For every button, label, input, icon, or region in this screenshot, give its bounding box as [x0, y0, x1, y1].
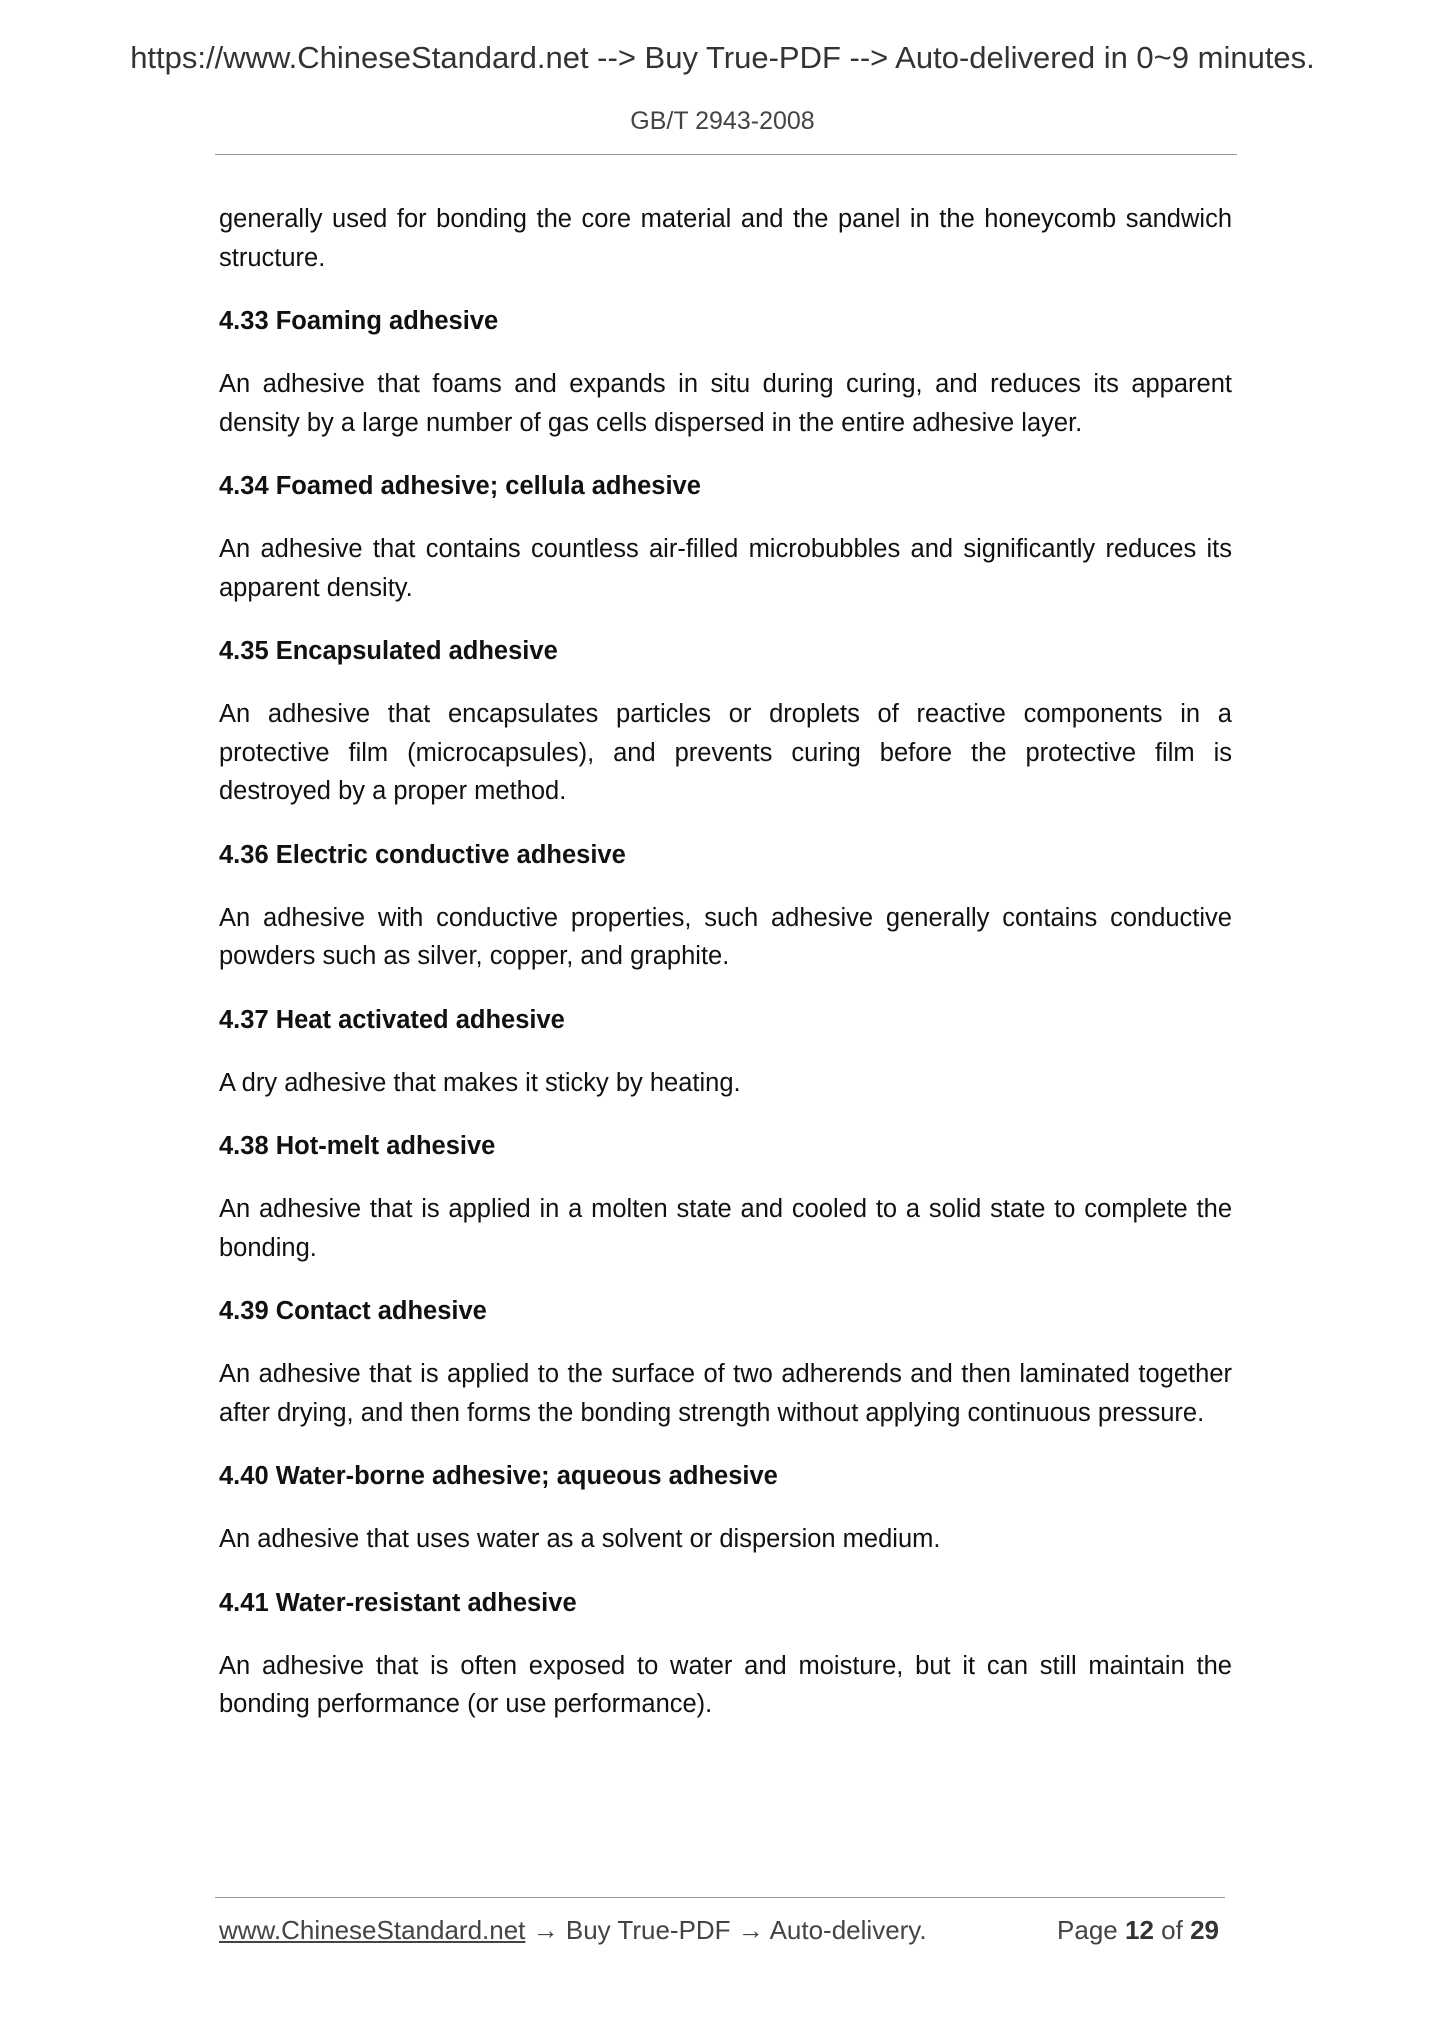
footer-tagline: → Buy True-PDF → Auto-delivery. [525, 1915, 927, 1945]
intro-paragraph: generally used for bonding the core material and the panel in the honeycomb sandwich structure. [219, 205, 1232, 272]
section-text-4-38: An adhesive that is applied in a molten state and cooled to a solid state to complete the bonding. [219, 1195, 1232, 1262]
section-text-4-41: An adhesive that is often exposed to water and moisture, but it can still maintain the bonding performance (or use performance). [219, 1651, 1232, 1718]
section-text-4-39: An adhesive that is applied to the surface of two adherends and then laminated together after drying, and then forms the bonding strength without applying continuous pressure. [219, 1360, 1232, 1427]
section-text-4-35: An adhesive that encapsulates particles or droplets of reactive components in a protective film (microcapsules), and prevents curing before the protective film is destroyed by a proper method. [219, 700, 1232, 805]
section-heading-4-34: 4.34 Foamed adhesive; cellula adhesive [219, 472, 701, 500]
page-label: Page [1057, 1915, 1118, 1945]
section-text-4-40: An adhesive that uses water as a solvent or dispersion medium. [219, 1525, 941, 1553]
section-heading-4-39: 4.39 Contact adhesive [219, 1297, 487, 1325]
top-banner: https://www.ChineseStandard.net --> Buy True-PDF --> Auto-delivered in 0~9 minutes. [130, 40, 1315, 75]
section-heading-4-40: 4.40 Water-borne adhesive; aqueous adhesive [219, 1462, 778, 1490]
page-of-label: of [1161, 1915, 1183, 1945]
section-text-4-36: An adhesive with conductive properties, such adhesive generally contains conductive powders such as silver, copper, and graphite. [219, 903, 1232, 970]
page-total: 29 [1190, 1915, 1219, 1945]
header-divider [215, 154, 1237, 155]
page-content [219, 200, 1232, 1724]
footer-site-link[interactable]: www.ChineseStandard.net [219, 1915, 526, 1945]
page-current: 12 [1125, 1915, 1154, 1945]
section-heading-4-36: 4.36 Electric conductive adhesive [219, 840, 626, 869]
footer-divider [215, 1897, 1225, 1898]
section-heading-4-38: 4.38 Hot-melt adhesive [219, 1132, 496, 1160]
section-text-4-34: An adhesive that contains countless air-filled microbubbles and significantly reduces its apparent density. [219, 535, 1232, 602]
section-text-4-37: A dry adhesive that makes it sticky by heating. [219, 1068, 741, 1097]
section-text-4-33: An adhesive that foams and expands in situ during curing, and reduces its apparent density by a large number of gas cells dispersed in the entire adhesive layer. [219, 370, 1232, 437]
page-footer [219, 1915, 1219, 1946]
section-heading-4-33: 4.33 Foaming adhesive [219, 307, 499, 335]
section-heading-4-37: 4.37 Heat activated adhesive [219, 1005, 565, 1034]
page-indicator [1057, 1915, 1219, 1946]
section-heading-4-41: 4.41 Water-resistant adhesive [219, 1588, 577, 1617]
standard-code: GB/T 2943-2008 [630, 107, 815, 135]
section-heading-4-35: 4.35 Encapsulated adhesive [219, 637, 558, 665]
